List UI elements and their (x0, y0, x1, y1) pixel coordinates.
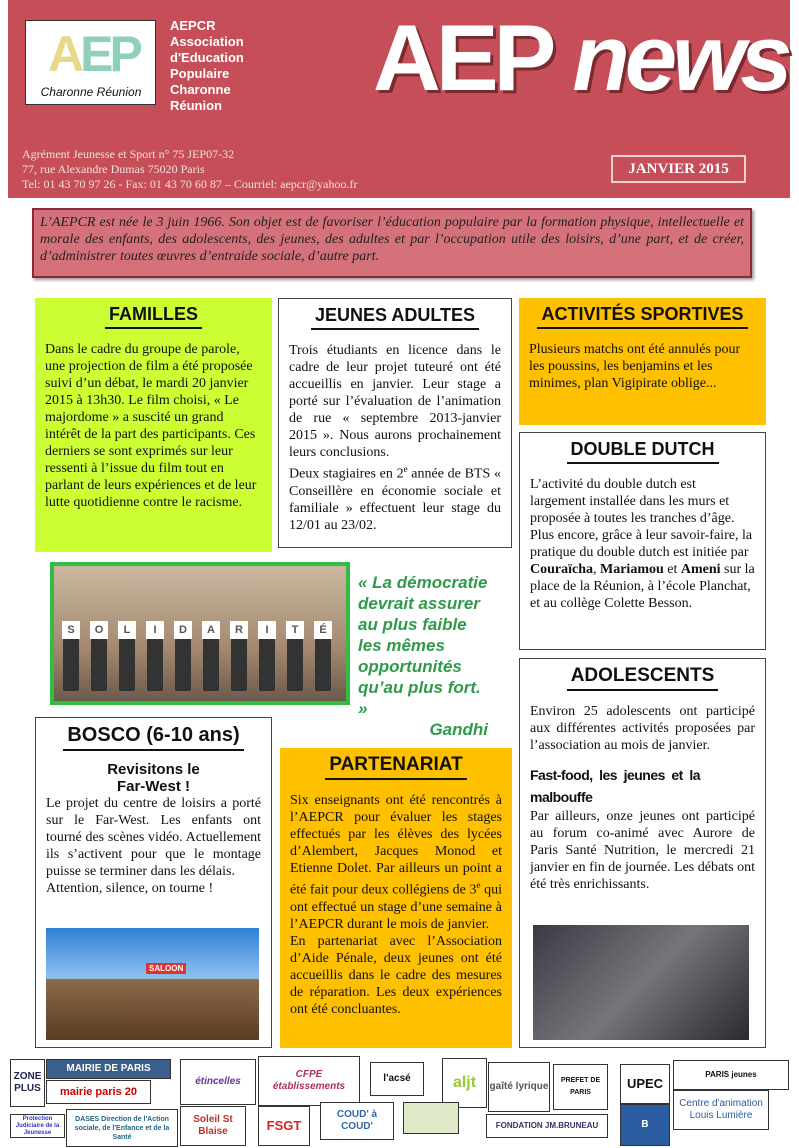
partner-logo: étincelles (180, 1059, 256, 1105)
partner-logo: PARIS jeunes (673, 1060, 789, 1090)
gandhi-quote (358, 572, 488, 740)
letter-card: L (118, 621, 136, 639)
partner-logo: FSGT (258, 1106, 310, 1146)
section-title: BOSCO (6-10 ans) (63, 724, 243, 751)
section-subtitle: Fast-food, les jeunes et la malbouffe (530, 767, 700, 805)
partner-logo: DASES Direction de l'Action sociale, de l'Enfance et de la Santé (66, 1109, 178, 1147)
section-title: PARTENARIAT (325, 754, 466, 780)
jeunes-adultes-section (278, 298, 512, 548)
text: Deux stagiaires en 2 (289, 466, 404, 482)
quote-text: « La démocratie devrait assurer au plus faible les mêmes opportunités qu’au plus fort. » (358, 573, 488, 718)
section-title: FAMILLES (105, 304, 202, 329)
partner-logo: Protection Judiciaire de la Jeunesse (10, 1114, 65, 1138)
superscript: e (476, 880, 481, 890)
letter-card: R (230, 621, 248, 639)
title-news: news (572, 5, 788, 110)
section-text: Plusieurs matchs ont été annulés pour les poussins, les benjamins et les minimes, plan Vigipirate oblige... (529, 342, 741, 391)
org-line: AEPCR (170, 18, 216, 33)
section-text: Par ailleurs, onze jeunes ont participé au forum co-animé avec Aurore de Paris Santé Nutrition, le mercredi 21 janvier en fin de journée. Les débats ont été très enrichissants. (530, 809, 755, 892)
section-title: ADOLESCENTS (567, 665, 719, 691)
text: Six enseignants ont été rencontrés à l’AEPCR pour évaluer les stages effectués par les élèves des lycées d’Alembert, Jacques Monod et Etienne Dolet. Par ailleurs un point a été fait pour deux collégiens de 3 (290, 793, 502, 898)
letter-card: I (146, 621, 164, 639)
partner-logo: FONDATION JM.BRUNEAU (486, 1114, 608, 1138)
partner-logo (403, 1102, 459, 1134)
name: Couraïcha (530, 562, 593, 577)
letter-card: A (202, 621, 220, 639)
letter-card: T (286, 621, 304, 639)
partner-logo: MAIRIE DE PARIS (46, 1059, 171, 1079)
adolescents-forum-photo (533, 925, 749, 1040)
newsletter-title (373, 5, 788, 110)
section-subtitle: Revisitons le Far-West ! (107, 761, 200, 795)
address-line: 77, rue Alexandre Dumas 75020 Paris (22, 162, 205, 176)
far-west-saloon-photo (46, 928, 259, 1040)
text: et (663, 562, 681, 577)
section-text (530, 476, 755, 612)
quote-author: Gandhi (429, 720, 488, 739)
org-line: Populaire (170, 66, 230, 81)
name: Ameni (680, 562, 721, 577)
partner-logo: gaîté lyrique (488, 1062, 550, 1112)
text: , (593, 562, 600, 577)
section-title: JEUNES ADULTES (311, 305, 479, 330)
section-text: En partenariat avec l’Association d’Aide Pénale, deux jeunes ont été accueillis dans le cadre des mesures de réparation. Les deux expériences ont été concluantes. (290, 933, 502, 1017)
superscript: e (403, 464, 408, 474)
organization-name (170, 18, 244, 114)
logo-letters: AEP (48, 26, 139, 82)
text: qui ont effectué un stage d’une semaine à l’AEPCR durant le mois de janvier. (290, 882, 503, 932)
agreement-line: Agrément Jeunesse et Sport n° 75 JEP07-32 (22, 147, 235, 161)
letter-card: D (174, 621, 192, 639)
section-title: DOUBLE DUTCH (567, 439, 719, 464)
saloon-sign: SALOON (146, 963, 186, 974)
partner-logo: l'acsé (370, 1062, 424, 1096)
partner-logo: B (620, 1104, 670, 1146)
logo-subtitle: Charonne Réunion (40, 85, 142, 99)
partner-logo: Soleil St Blaise (180, 1106, 246, 1146)
section-text: Environ 25 adolescents ont participé aux différentes activités proposées par l’association au mois de janvier. (530, 704, 755, 753)
letter-card: S (62, 621, 80, 639)
section-text: Dans le cadre du groupe de parole, une projection de film a été proposée suivi d’un débat, le mardi 20 janvier 2015 à 13h30. Le film choisi, « Le majordome » a suscité un grand intérêt de la part des participants. Ces derniers se sont exprimés sur leur ressenti à l’issue du film tout en parlant de leurs expériences et de leur lutte quotidienne contre le racisme. (45, 342, 257, 510)
letter-card: I (258, 621, 276, 639)
section-title: ACTIVITÉS SPORTIVES (537, 304, 747, 329)
familles-section (35, 298, 272, 552)
name: Mariamou (600, 562, 664, 577)
section-text (289, 461, 501, 534)
title-aep: AEP (373, 5, 552, 110)
solidarite-group-photo (50, 562, 350, 705)
activites-sportives-section (519, 298, 766, 425)
partenariat-section (280, 748, 512, 1048)
section-text: Attention, silence, on tourne ! (46, 881, 214, 896)
aep-logo (25, 20, 156, 105)
section-text: Trois étudiants en licence dans le cadre de leur projet tuteuré ont été accueillis en janvier. Leur stage a porté sur l’évaluation de l’animation de rue « septembre 2013-janvier 2015 ». Nous aurons prochainement leurs conclusions. (289, 343, 501, 460)
text: sur la place de la Réunion, à l’école Planchat, et au collège Colette Besson. (530, 562, 755, 611)
phone-email-line: Tel: 01 43 70 97 26 - Fax: 01 43 70 60 87 – Courriel: aepcr@yahoo.fr (22, 177, 358, 191)
section-text: Le projet du centre de loisirs a porté sur le Far-West. Les enfants ont tourné des scènes vidéo. Actuellement ils s’activent pour que le montage puisse se terminer dans les délais. (46, 796, 261, 879)
partner-logo: mairie paris 20 (46, 1080, 151, 1104)
partner-logo: UPEC (620, 1064, 670, 1104)
intro-box: L’AEPCR est née le 3 juin 1966. Son objet est de favoriser l’éducation populaire par la formation physique, intellectuelle et morale des enfants, des adolescents, des jeunes, des adultes et par l’occupation utile des loisirs, d’une part, et de créer, d’administrer toutes œuvres d’entraide sociale, d’autre part. (32, 208, 752, 278)
letter-card: É (314, 621, 332, 639)
text: L’activité du double dutch est largement installée dans les murs et proposée à toutes les tranches d’âge. Plus encore, grâce à leur savoir-faire, la pratique du double dutch est initiée par (530, 477, 753, 560)
org-line: Association (170, 34, 244, 49)
text: année de BTS « Conseillère en économie sociale et familiale » effectuent leur stage du 12/01 au 23/02. (289, 466, 501, 533)
partner-logo: Centre d'animation Louis Lumière (673, 1090, 769, 1130)
letter-card: O (90, 621, 108, 639)
partner-logo: ZONE PLUS (10, 1059, 45, 1107)
contact-info (22, 147, 357, 192)
masthead (8, 0, 790, 198)
partner-logo: CFPE établissements (258, 1056, 360, 1106)
partner-logos (8, 1054, 798, 1148)
org-line: d'Education (170, 50, 244, 65)
section-text (290, 792, 502, 933)
org-line: Réunion (170, 98, 222, 113)
partner-logo: aljt (442, 1058, 487, 1108)
partner-logo: COUD' à COUD' (320, 1102, 394, 1140)
double-dutch-section (519, 432, 766, 650)
org-line: Charonne (170, 82, 231, 97)
issue-date: JANVIER 2015 (611, 155, 746, 183)
partner-logo: PREFET DE PARIS (553, 1064, 608, 1110)
